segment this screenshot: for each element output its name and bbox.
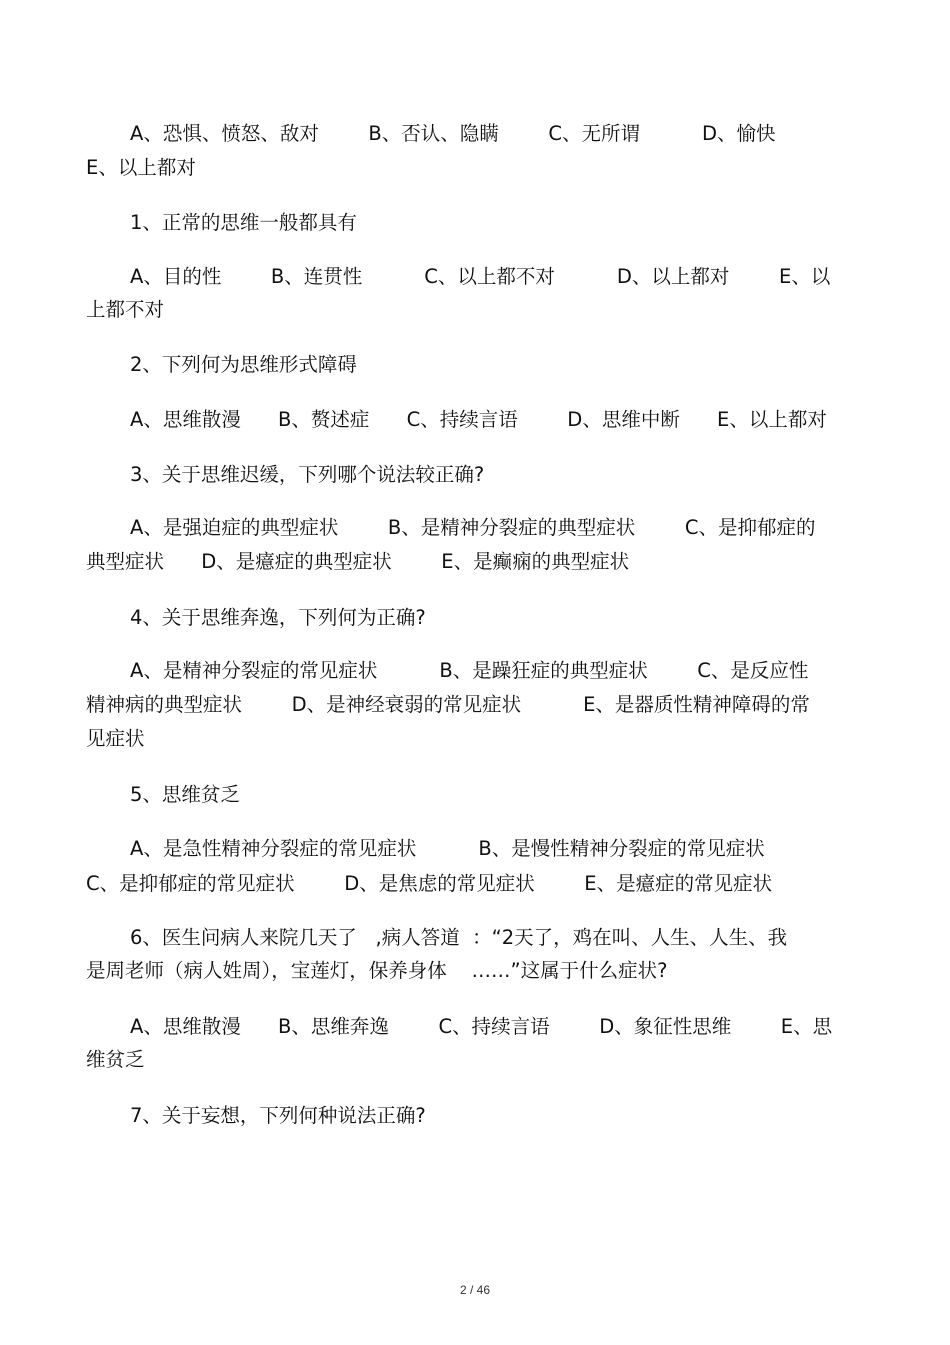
question-6-line-1: 6、医生问病人来院几天了 ,病人答道 ：“2天了，鸡在叫、人生、人生、我 [130,926,788,949]
q2-options-line-1: A、思维散漫 B、赘述症 C、持续言语 D、思维中断 E、以上都对 [130,408,827,431]
page-number: 2 / 46 [459,1283,491,1297]
question-5: 5、思维贫乏 [130,783,240,806]
q5-options-line-2: C、是抑郁症的常见症状 D、是焦虑的常见症状 E、是癔症的常见症状 [86,872,773,895]
q0-options-line-1: A、恐惧、愤怒、敌对 B、否认、隐瞒 C、无所谓 D、愉快 [130,122,776,145]
q4-options-line-3: 见症状 [86,727,145,750]
question-4: 4、关于思维奔逸，下列何为正确? [130,606,426,629]
q6-options-line-2: 维贫乏 [86,1048,145,1071]
question-2: 2、下列何为思维形式障碍 [130,353,357,376]
question-1: 1、正常的思维一般都具有 [130,211,357,234]
q6-options-line-1: A、思维散漫 B、思维奔逸 C、持续言语 D、象征性思维 E、思 [130,1015,833,1038]
question-7: 7、关于妄想，下列何种说法正确? [130,1104,426,1127]
q3-options-line-1: A、是强迫症的典型症状 B、是精神分裂症的典型症状 C、是抑郁症的 [130,516,816,539]
q5-options-line-1: A、是急性精神分裂症的常见症状 B、是慢性精神分裂症的常见症状 [130,837,765,860]
q1-options-line-2: 上都不对 [86,298,165,321]
question-3: 3、关于思维迟缓，下列哪个说法较正确? [130,463,485,486]
q3-options-line-2: 典型症状 D、是癔症的典型症状 E、是癫痫的典型症状 [86,550,630,573]
q1-options-line-1: A、目的性 B、连贯性 C、以上都不对 D、以上都对 E、以 [130,265,831,288]
q0-options-line-2: E、以上都对 [86,156,196,179]
question-6-line-2: 是周老师（病人姓周），宝莲灯，保养身体 ……”这属于什么症状? [86,959,668,982]
q4-options-line-1: A、是精神分裂症的常见症状 B、是躁狂症的典型症状 C、是反应性 [130,659,809,682]
q4-options-line-2: 精神病的典型症状 D、是神经衰弱的常见症状 E、是器质性精神障碍的常 [86,693,810,716]
